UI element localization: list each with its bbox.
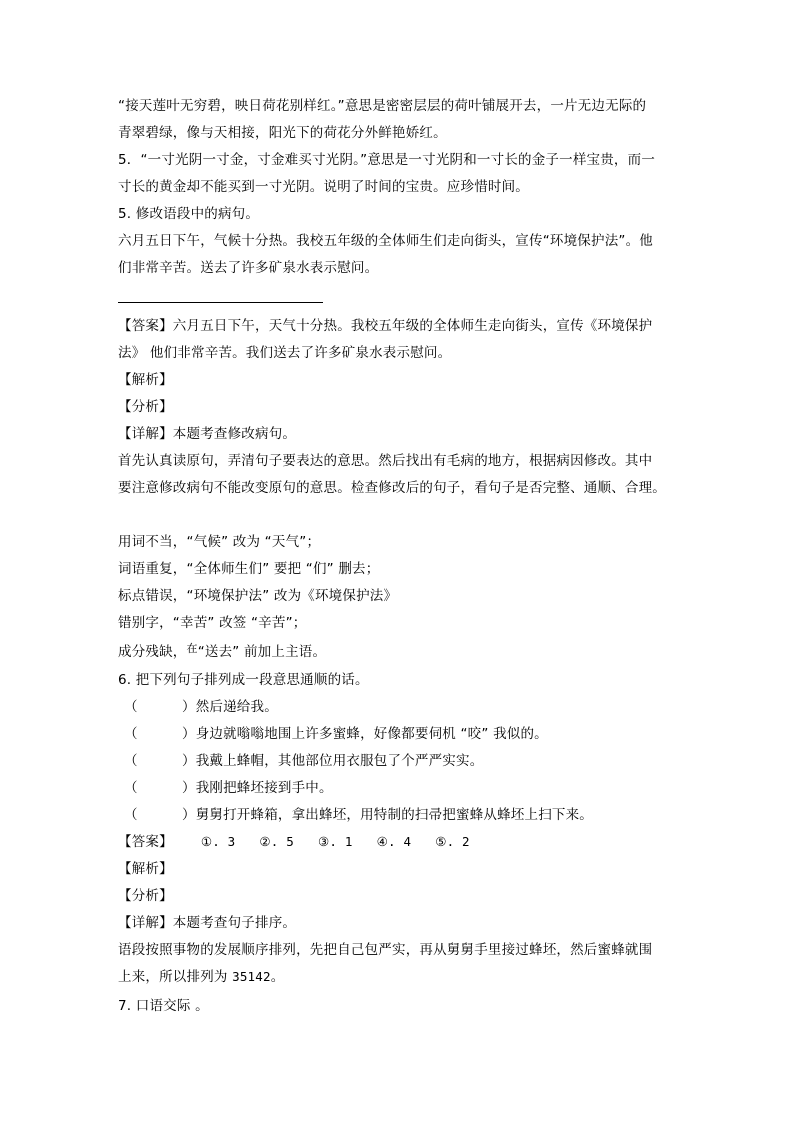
correction-1: 用词不当，“气候” 改为 “天气”；	[118, 534, 321, 550]
detail-2-prefix: 上来，所以排列为	[118, 969, 233, 985]
correction-4: 错别字，“幸苦” 改签 “辛苦”；	[118, 615, 307, 631]
proverb-explanation-line-1: 5．“一寸光阴一寸金，寸金难买寸光阴。”意思是一寸光阴和一寸长的金子一样宝贵，而一	[118, 152, 656, 168]
correction-2: 词语重复，“全体师生们” 要把 “们” 删去；	[118, 561, 380, 577]
order-item-3-open: （	[124, 753, 138, 769]
detail-heading: 【详解】本题考查修改病句。	[118, 426, 297, 442]
order-item-2-open: （	[124, 726, 138, 742]
detail-2-suffix: 。	[270, 969, 285, 985]
question-5-passage-line-2: 们非常辛苦。送去了许多矿泉水表示慰问。	[118, 260, 379, 276]
correction-5	[118, 642, 326, 663]
correction-5-prefix: 成分残缺，	[118, 644, 187, 660]
order-item-4-open: （	[124, 780, 138, 796]
order-item-3-text: ）我戴上蜂帽，其他部位用衣服包了个严严实实。	[182, 753, 484, 769]
order-item-5-open: （	[124, 807, 138, 823]
correction-3: 标点错误，“环境保护法” 改为《环境保护法》	[118, 588, 398, 604]
detail-text-line-2: 要注意修改病句不能改变原句的意思。检查修改后的句子，看句子是否完整、通顺、合理。	[118, 480, 666, 496]
order-item-4	[124, 778, 333, 798]
order-item-1	[124, 697, 278, 717]
detail-2-sequence: 35142	[232, 969, 271, 984]
order-item-4-text: ）我刚把蜂坯接到手中。	[182, 780, 333, 796]
proverb-explanation-line-2: 寸长的黄金却不能买到一寸光阴。说明了时间的宝贵。应珍惜时间。	[118, 179, 529, 195]
order-item-5-text: ）舅舅打开蜂箱，拿出蜂坯，用特制的扫帚把蜜蜂从蜂坯上扫下来。	[182, 807, 593, 823]
answer-5-line-1: 【答案】六月五日下午，天气十分热。我校五年级的全体师生走向街头，宣传《环境保护	[118, 318, 653, 334]
order-item-3	[124, 751, 483, 771]
analysis-heading: 【解析】	[118, 372, 173, 388]
correction-5-suffix: “送去” 前加上主语。	[197, 644, 327, 660]
detail-2-text-line-1: 语段按照事物的发展顺序排列，先把自己包严实，再从舅舅手里接过蜂坯，然后蜜蜂就围	[118, 942, 653, 958]
analysis-heading-2: 【解析】	[118, 861, 173, 877]
order-item-1-open: （	[124, 699, 138, 715]
answer-6-item-3: ③. 1	[318, 834, 353, 849]
question-6-title: 6. 把下列句子排列成一段意思通顺的话。	[118, 672, 369, 688]
question-5-passage-line-1: 六月五日下午，气候十分热。我校五年级的全体师生们走向街头，宣传“环境保护法”。他	[118, 233, 653, 249]
answer-6-label: 【答案】	[118, 834, 173, 850]
poem-explanation-line-1: “接天莲叶无穷碧，映日荷花别样红。”意思是密密层层的荷叶铺展开去，一片无边无际的	[118, 98, 647, 114]
answer-6-item-5: ⑤. 2	[435, 834, 470, 849]
answer-6-item-4: ④. 4	[376, 834, 412, 849]
fenxi-heading-2: 【分析】	[118, 888, 173, 904]
order-item-2	[124, 724, 548, 744]
answer-blank-line	[118, 302, 323, 303]
order-item-5	[124, 805, 593, 825]
answer-6-item-1: ①. 3	[200, 834, 236, 849]
answer-6-item-2: ②. 5	[259, 834, 294, 849]
answer-6-line	[118, 832, 494, 852]
order-item-2-text: ）身边就嗡嗡地围上许多蜜蜂，好像都要伺机 “咬” 我似的。	[182, 726, 548, 742]
order-item-1-text: ）然后递给我。	[182, 699, 278, 715]
detail-2-text-line-2	[118, 967, 284, 987]
detail-text-line-1: 首先认真读原句，弄清句子要表达的意思。然后找出有毛病的地方，根据病因修改。其中	[118, 453, 653, 469]
question-5-title: 5. 修改语段中的病句。	[118, 206, 260, 222]
correction-5-small-char: 在	[186, 642, 198, 655]
question-7-title: 7. 口语交际 。	[118, 998, 209, 1014]
detail-heading-2: 【详解】本题考查句子排序。	[118, 915, 297, 931]
fenxi-heading: 【分析】	[118, 399, 173, 415]
poem-explanation-line-2: 青翠碧绿，像与天相接，阳光下的荷花分外鲜艳娇红。	[118, 125, 447, 141]
answer-5-line-2: 法》 他们非常辛苦。我们送去了许多矿泉水表示慰问。	[118, 345, 452, 361]
